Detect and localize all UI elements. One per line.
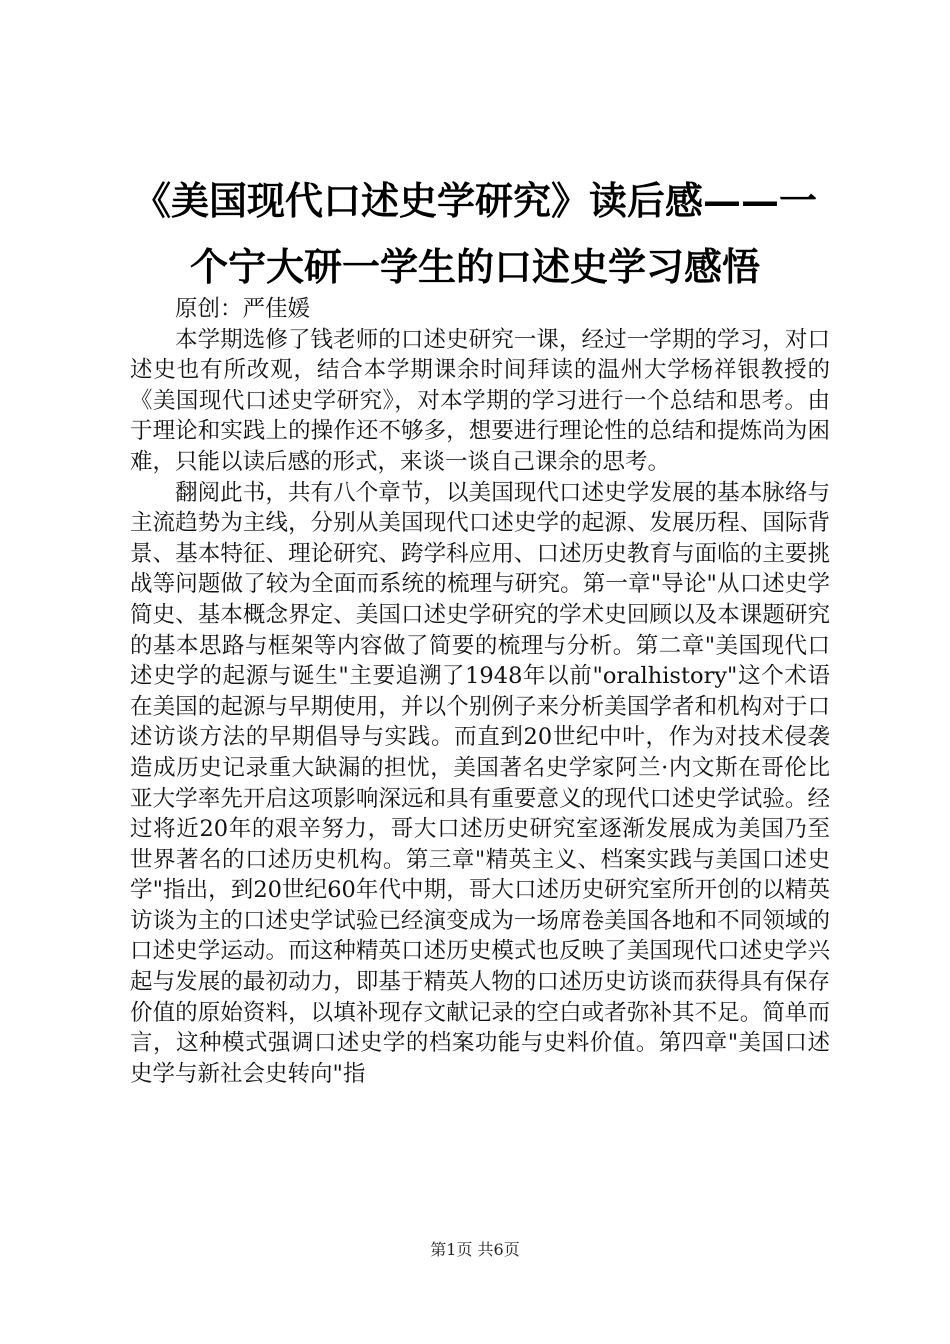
author-line: 原创：严佳媛 <box>175 296 311 322</box>
paragraph-1: 本学期选修了钱老师的口述史研究一课，经过一学期的学习，对口述史也有所改观，结合本学期课余时间拜读的温州大学杨祥银教授的《美国现代口述史学研究》，对本学期的学习进行一个总结和思考。由于理论和实践上的操作还不够多，想要进行理论性的总结和提炼尚为困难，只能以读后感的形式，来谈一谈自己课余的思考。 <box>130 326 830 475</box>
paragraph-2: 翻阅此书，共有八个章节，以美国现代口述史学发展的基本脉络与主流趋势为主线，分别从美国现代口述史学的起源、发展历程、国际背景、基本特征、理论研究、跨学科应用、口述历史教育与面临的主要挑战等问题做了较为全面而系统的梳理与研究。第一章"导论"从口述史学简史、基本概念界定、美国口述史学研究的学术史回顾以及本课题研究的基本思路与框架等内容做了简要的梳理与分析。第二章"美国现代口述史学的起源与诞生"主要追溯了1948年以前"oralhistory"这个术语在美国的起源与早期使用，并以个别例子来分析美国学者和机构对于口述访谈方法的早期倡导与实践。而直到20世纪中叶，作为对技术侵袭造成历史记录重大缺漏的担忧，美国著名史学家阿兰·内文斯在哥伦比亚大学率先开启这项影响深远和具有重要意义的现代口述史学试验。经过将近20年的艰辛努力，哥大口述历史研究室逐渐发展成为美国乃至世界著名的口述历史机构。第三章"精英主义、档案实践与美国口述史学"指出，到20世纪60年代中期，哥大口述历史研究室所开创的以精英访谈为主的口述史学试验已经演变成为一场席卷美国各地和不同领域的口述史学运动。而这种精英口述历史模式也反映了美国现代口述史学兴起与发展的最初动力，即基于精英人物的口述历史访谈而获得具有保存价值的原始资料，以填补现存文献记录的空白或者弥补其不足。简单而言，这种模式强调口述史学的档案功能与史料价值。第四章"美国口述史学与新社会史转向"指 <box>130 479 830 1087</box>
page-footer: 第1页 共6页 <box>430 1240 520 1259</box>
document-title: 《美国现代口述史学研究》读后感——一个宁大研一学生的口述史学习感悟 <box>132 178 817 289</box>
document-body <box>130 294 830 1089</box>
